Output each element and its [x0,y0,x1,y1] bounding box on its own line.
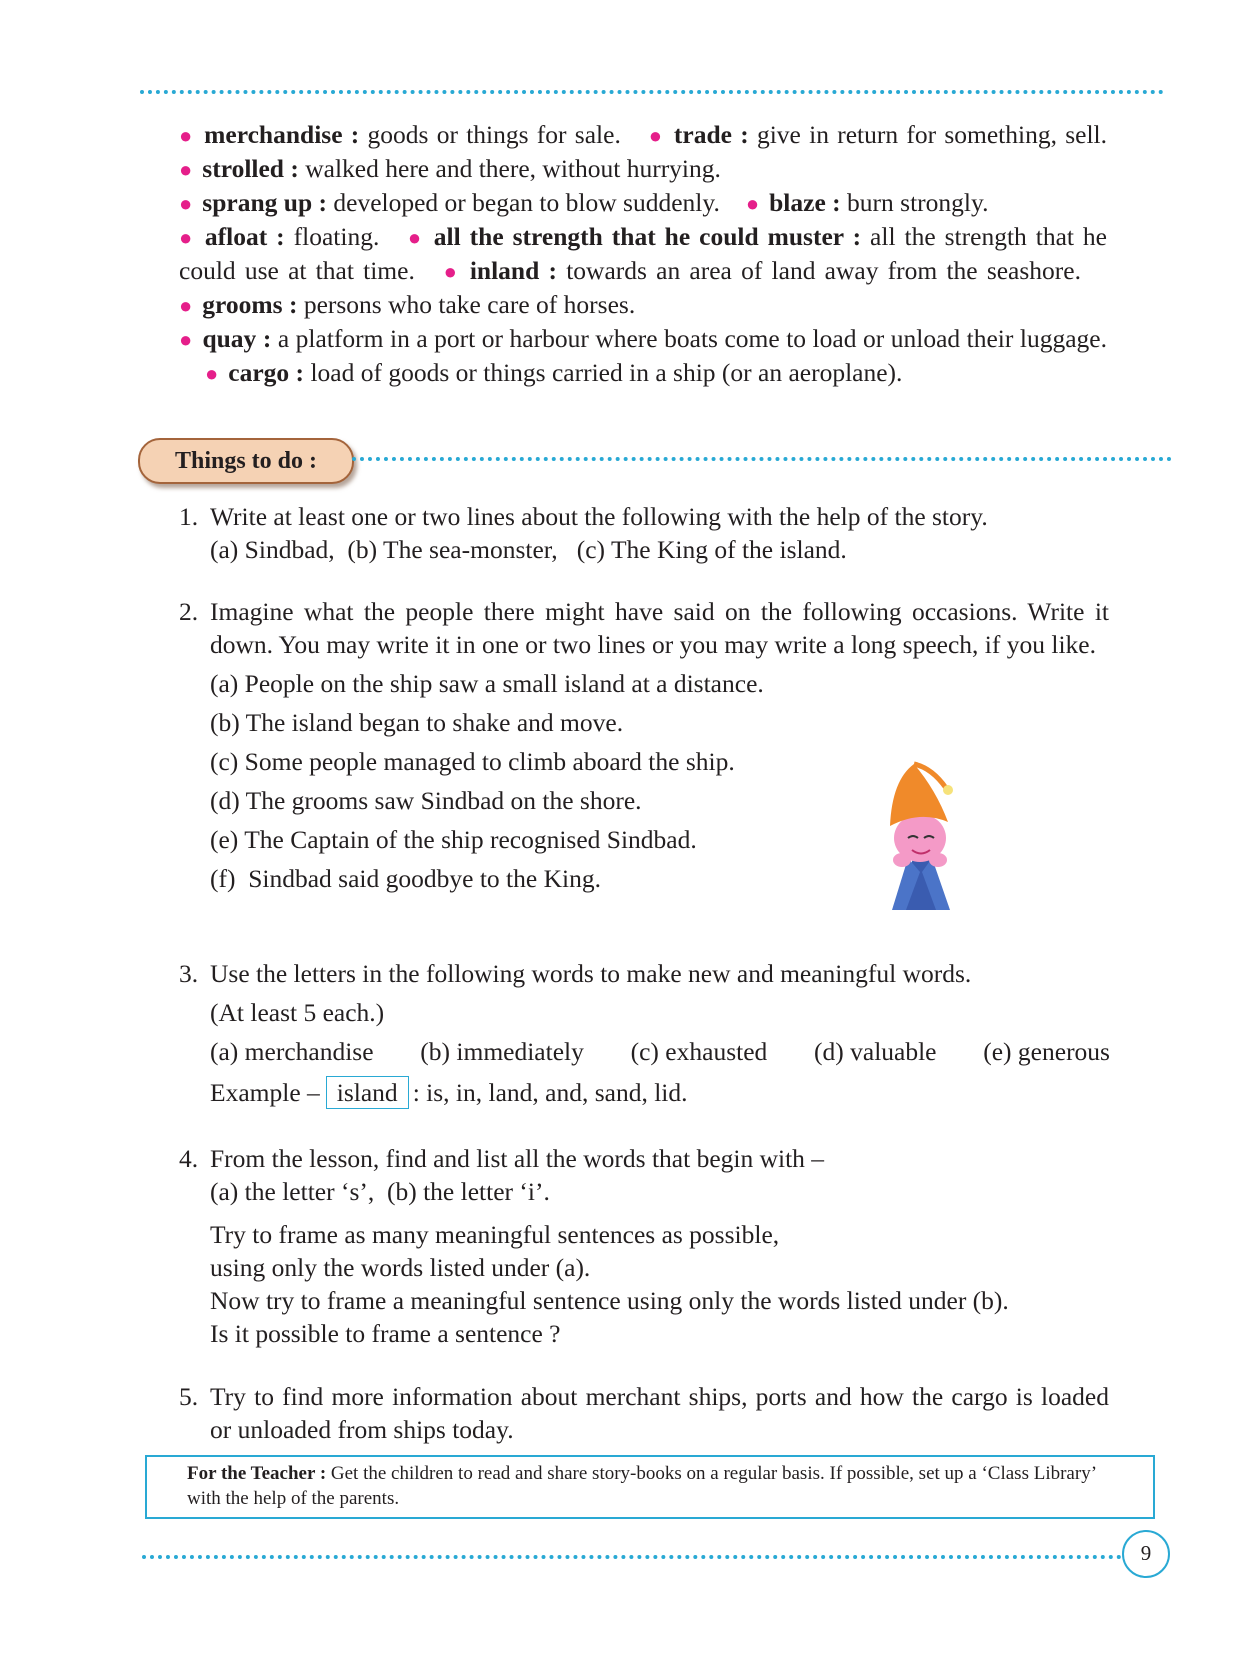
glossary-definition: persons who take care of horses. [297,290,636,319]
teacher-note-label: For the Teacher : [187,1463,327,1484]
question-1 [179,500,1109,566]
question-note: (At least 5 each.) [210,998,385,1027]
glossary-definition: a platform in a port or harbour where boats come to load or unload their luggage. [271,324,1107,353]
instruction-line: Now try to frame a meaningful sentence using only the words listed under (b). [210,1286,1009,1315]
list-item: (e) The Captain of the ship recognised Sindbad. [210,825,697,854]
glossary-term: blaze : [769,188,841,217]
bullet-icon: ● [179,225,195,250]
question-text: From the lesson, find and list all the words that begin with – [210,1144,825,1173]
bullet-icon: ● [179,191,193,216]
question-text: Try to find more information about merchant ships, ports and how the cargo is loaded or unloaded from ships today. [210,1382,1109,1444]
instruction-line: Is it possible to frame a sentence ? [210,1319,561,1348]
glossary-definition: load of goods or things carried in a ship (or an aeroplane). [304,358,903,387]
top-dotted-rule [140,90,1164,94]
glossary-definition: all the strength that he could use at that time. [179,222,1108,285]
word-item: (d) valuable [814,1037,937,1066]
question-text: Write at least one or two lines about the following with the help of the story. [210,502,988,531]
heading-dotted-rule [352,457,1172,461]
question-3 [179,957,1109,1109]
gnome-thinking-illustration [862,760,980,910]
list-item: (f) Sindbad said goodbye to the King. [210,864,601,893]
example-word-box: island [326,1076,409,1109]
glossary-term: trade : [673,120,749,149]
glossary-definition: developed or began to blow suddenly. [327,188,720,217]
glossary [179,118,1107,390]
glossary-definition: give in return for something, sell. [748,120,1107,149]
question-text: Use the letters in the following words to make new and meaningful words. [210,959,972,988]
glossary-definition: goods or things for sale. [359,120,621,149]
teacher-note-box [145,1455,1155,1519]
question-items: (a) Sindbad, (b) The sea-monster, (c) The King of the island. [210,535,847,564]
glossary-definition: towards an area of land away from the seashore. [556,256,1081,285]
glossary-term: merchandise : [204,120,360,149]
page-number: 9 [1122,1530,1170,1578]
bullet-icon: ● [745,191,760,216]
glossary-term: strolled : [202,154,299,183]
instruction-line: Try to frame as many meaningful sentences as possible, [210,1220,780,1249]
question-4 [179,1142,1109,1350]
bullet-icon: ● [440,259,460,284]
question-number: 1. [179,502,199,531]
question-number: 2. [179,597,199,626]
question-items: (a) the letter ‘s’, (b) the letter ‘i’. [210,1177,550,1206]
bullet-icon: ● [179,157,193,182]
example-words: : is, in, land, and, sand, lid. [412,1078,688,1107]
glossary-term: grooms : [202,290,298,319]
list-item: (b) The island began to shake and move. [210,708,624,737]
question-number: 4. [179,1144,199,1173]
question-5 [179,1380,1109,1446]
bottom-dotted-rule [142,1555,1122,1559]
word-item: (b) immediately [420,1037,584,1066]
bullet-icon: ● [405,225,424,250]
glossary-term: all the strength that he could muster : [433,222,862,251]
glossary-definition: walked here and there, without hurrying. [298,154,721,183]
list-item: (d) The grooms saw Sindbad on the shore. [210,786,642,815]
word-item: (e) generous [983,1037,1110,1066]
list-item: (c) Some people managed to climb aboard the ship. [210,747,735,776]
glossary-term: quay : [202,324,272,353]
bullet-icon: ● [179,327,193,352]
glossary-term: sprang up : [202,188,328,217]
glossary-definition: floating. [284,222,380,251]
glossary-term: inland : [469,256,557,285]
glossary-term: cargo : [228,358,305,387]
word-item: (c) exhausted [630,1037,768,1066]
question-number: 3. [179,959,199,988]
example-line [210,1076,1109,1109]
bullet-icon: ● [179,123,195,148]
bullet-icon: ● [646,123,664,148]
word-list [210,1035,1110,1068]
bullet-icon: ● [205,361,219,386]
word-item: (a) merchandise [210,1037,374,1066]
bullet-icon: ● [179,293,193,318]
glossary-term: afloat : [204,222,285,251]
glossary-definition: burn strongly. [840,188,989,217]
instruction-line: using only the words listed under (a). [210,1253,591,1282]
things-to-do-heading: Things to do : [138,438,354,484]
list-item: (a) People on the ship saw a small island at a distance. [210,669,764,698]
question-number: 5. [179,1382,199,1411]
example-label: Example – [210,1078,320,1107]
teacher-note-text: Get the children to read and share story-books on a regular basis. If possible, set up a ‘Class Library’ with the help of the parents. [187,1463,1096,1509]
question-text: Imagine what the people there might have said on the following occasions. Write it down. You may write it in one or two lines or you may write a long speech, if you like. [210,597,1109,659]
